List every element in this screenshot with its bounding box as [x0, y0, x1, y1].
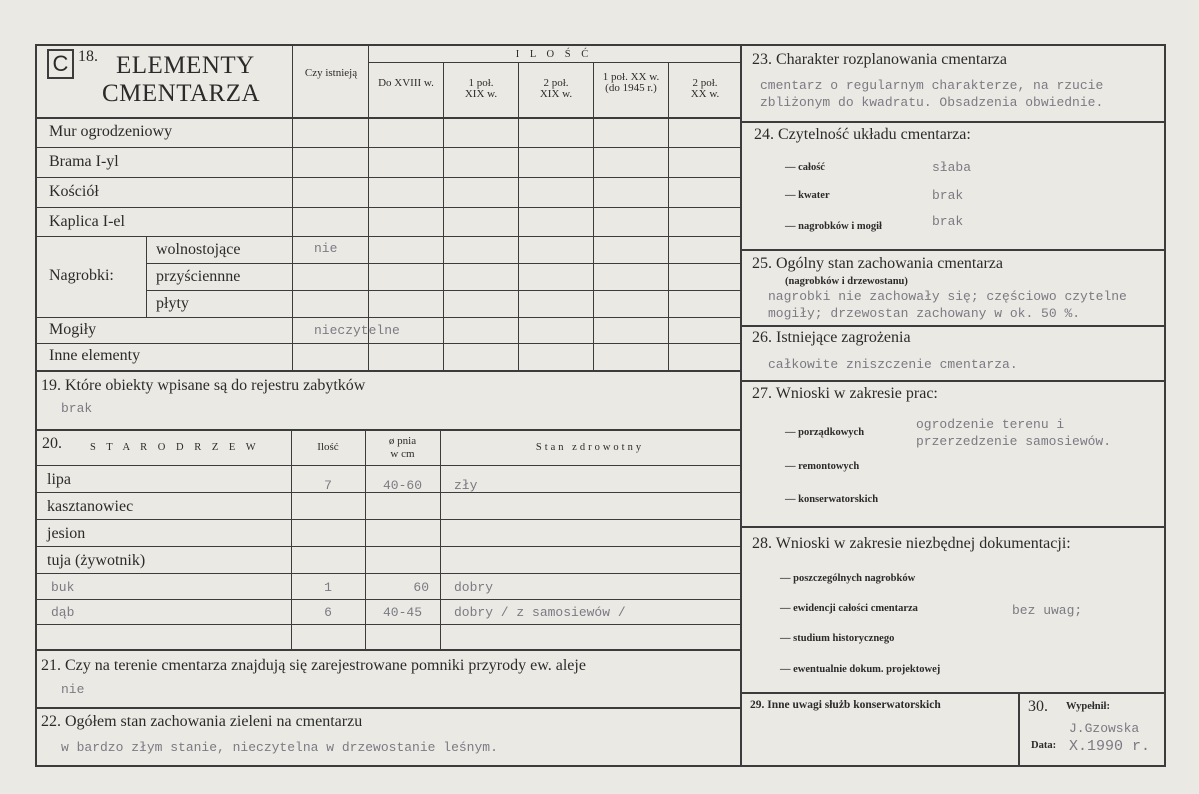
q26-answer: całkowite zniszczenie cmentarza. [768, 357, 1018, 372]
q27-item: — konserwatorskich [785, 494, 879, 505]
frame-right [1164, 44, 1166, 767]
q19-answer: brak [61, 401, 93, 416]
value-wolnostojace: nie [314, 241, 338, 256]
frame-bottom [35, 765, 1166, 767]
q23-answer-line1: cmentarz o regularnym charakterze, na rzucie [760, 78, 1104, 93]
q30-name: J.Gzowska [1069, 721, 1140, 736]
q23-answer-line2: zbliżonym do kwadratu. Obsadzenia obwiednie. [760, 95, 1104, 110]
row-plyty: płyty [156, 295, 189, 312]
ilosc-header: I L O Ś Ć [515, 49, 593, 60]
q22-label: 22. Ogółem stan zachowania zieleni na cmentarzu [41, 713, 363, 730]
q28-item: — ewentualnie dokum. projektowej [780, 664, 941, 675]
section-title-line2: CMENTARZA [102, 80, 261, 107]
q22-answer: w bardzo złym stanie, nieczytelna w drzewostanie leśnym. [61, 740, 498, 755]
q19-label: 19. Które obiekty wpisane są do rejestru zabytków [41, 377, 366, 394]
q28-item: — studium historycznego [780, 633, 895, 644]
q25-label: 25. Ogólny stan zachowania cmentarza [752, 255, 1004, 272]
frame-top [35, 44, 1166, 46]
row-inne: Inne elementy [49, 347, 141, 364]
value-mogily: nieczytelne [314, 323, 400, 338]
section-title-line1: ELEMENTY [116, 52, 255, 79]
frame-left [35, 44, 37, 767]
q23-label: 23. Charakter rozplanowania cmentarza [752, 51, 1007, 68]
row-nagrobki: Nagrobki: [49, 267, 114, 284]
q29-label: 29. Inne uwagi służb konserwatorskich [750, 699, 941, 711]
tree-name: dąb [51, 605, 75, 620]
q28-label: 28. Wnioski w zakresie niezbędnej dokumentacji: [752, 535, 1071, 552]
row-przyscienne: przyściennne [156, 268, 241, 285]
q28-item: — poszczególnych nagrobków [780, 573, 916, 584]
tree-count: 6 [324, 605, 332, 620]
tree-diam: 60 [413, 580, 429, 595]
tree-state: dobry [454, 580, 494, 595]
tree-count: 7 [324, 478, 332, 493]
q28-item: — ewidencji całości cmentarza [780, 603, 918, 614]
q20-col-state: Stan zdrowotny [535, 442, 645, 453]
center-divider [740, 44, 742, 767]
q27-answer-line1: ogrodzenie terenu i [916, 417, 1065, 432]
q24-item-label: — nagrobków i mogił [785, 221, 882, 232]
q30-number: 30. [1028, 698, 1048, 715]
section-letter-box: C [47, 49, 74, 79]
tree-diam: 40-45 [382, 605, 422, 620]
q24-label: 24. Czytelność układu cmentarza: [754, 126, 971, 143]
q30-filled-label: Wypełnił: [1066, 701, 1110, 712]
q26-label: 26. Istniejące zagrożenia [752, 329, 911, 346]
tree-name: jesion [47, 525, 86, 542]
section-number: 18. [78, 48, 98, 65]
q20-title: S T A R O D R Z E W [90, 442, 260, 453]
q24-item-value: brak [932, 188, 964, 203]
row-kaplica: Kaplica I-el [49, 213, 125, 230]
tree-name: buk [51, 580, 75, 595]
q20-col-diam-1: ø pnia [388, 435, 417, 447]
tree-diam: 40-60 [382, 478, 422, 493]
row-kosciol: Kościół [49, 183, 99, 200]
q28-answer: bez uwag; [1012, 603, 1083, 618]
tree-state: zły [454, 478, 478, 493]
tree-name: tuja (żywotnik) [47, 552, 146, 569]
q25-answer-line1: nagrobki nie zachowały się; częściowo czytelne [768, 289, 1127, 304]
col-exists-header: Czy istnieją [304, 67, 358, 79]
q24-item-value: brak [932, 214, 964, 229]
row-mur: Mur ogrodzeniowy [49, 123, 173, 140]
col-header-2-xix: 2 poł. XIX w. [539, 77, 573, 100]
row-mogily: Mogiły [49, 321, 97, 338]
q27-item: — porządkowych [785, 427, 865, 438]
col-header-2-xx: 2 poł. XX w. [690, 77, 720, 100]
q27-item: — remontowych [785, 461, 860, 472]
q30-date: X.1990 r. [1069, 738, 1151, 755]
q30-date-label: Data: [1031, 740, 1057, 751]
q24-item-label: — kwater [785, 190, 830, 201]
q24-item-label: — całość [785, 162, 825, 173]
tree-name: lipa [47, 471, 71, 488]
q20-col-count: Ilość [317, 441, 339, 453]
q20-col-diam-2: w cm [390, 448, 415, 460]
col-header-1-xix: 1 poł. XIX w. [464, 77, 498, 100]
q24-item-value: słaba [932, 160, 972, 175]
row-brama: Brama I-yl [49, 153, 119, 170]
col-header-1-xx: 1 poł. XX w. (do 1945 r.) [602, 71, 660, 94]
q21-label: 21. Czy na terenie cmentarza znajdują się zarejestrowane pomniki przyrody ew. aleje [41, 657, 586, 674]
q27-answer-line2: przerzedzenie samosiewów. [916, 434, 1112, 449]
q27-label: 27. Wnioski w zakresie prac: [752, 385, 938, 402]
row-wolnostojace: wolnostojące [156, 241, 241, 258]
tree-state: dobry / z samosiewów / [454, 605, 626, 620]
tree-name: kasztanowiec [47, 498, 134, 515]
tree-count: 1 [324, 580, 332, 595]
q25-sublabel: (nagrobków i drzewostanu) [785, 276, 908, 287]
col-header-xviii: Do XVIII w. [378, 77, 434, 89]
q20-number: 20. [42, 435, 62, 452]
q21-answer: nie [61, 682, 85, 697]
q25-answer-line2: mogiły; drzewostan zachowany w ok. 50 %. [768, 306, 1081, 321]
